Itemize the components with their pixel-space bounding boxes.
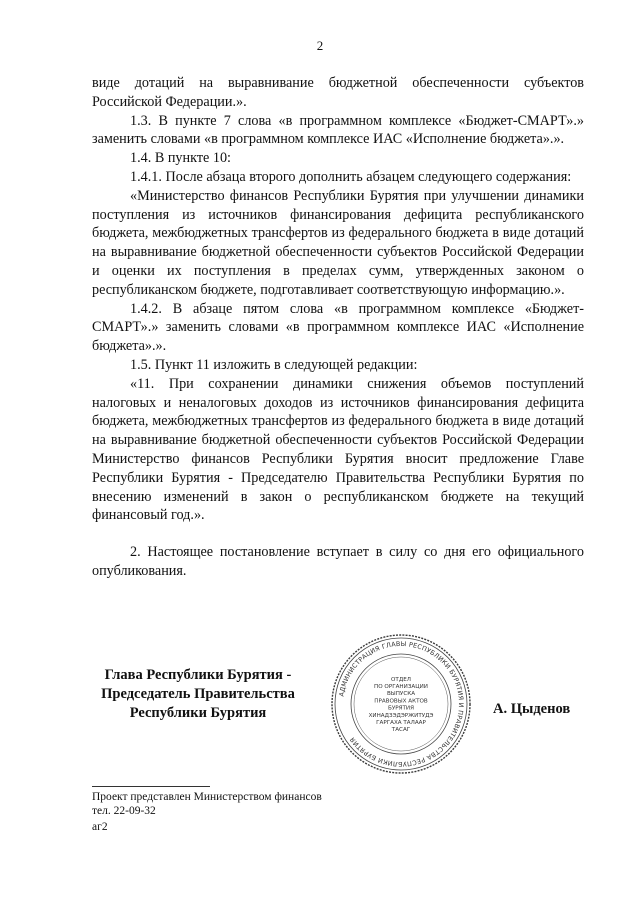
- page-number: 2: [316, 38, 324, 53]
- signatory-title-line: Глава Республики Бурятия -: [104, 667, 292, 683]
- signatory-title-line: Председатель Правительства: [101, 686, 295, 702]
- document-body: [92, 74, 584, 581]
- footer-phone-line: тел. 22-09-32: [92, 805, 156, 817]
- paragraph: «11. При сохранении динамики снижения объемов поступлений налоговых и неналоговых доходов из источников финансирования дефицита бюджета, межбюджетных трансфертов из федерального бюджета в виде дотаций на выравнивание бюджетной обеспеченности субъектов Российской Федерации Министерство финансов Республики Бурятия вносит предложение Главе Республики Бурятия - Председателю Правительства Республики Бурятия по внесению изменений в закон о республиканском бюджете на текущий финансовый год.».: [92, 375, 584, 524]
- seal-center-line: ТАСАГ: [391, 727, 411, 734]
- seal-center-line: ГАРГАХА ТАЛААР: [376, 720, 426, 726]
- signatory-title: [82, 666, 314, 723]
- seal-center-line: ОТДЕЛ: [391, 676, 411, 683]
- svg-text:АДМИНИСТРАЦИЯ ГЛАВЫ РЕСПУБЛИКИ: АДМИНИСТРАЦИЯ ГЛАВЫ РЕСПУБЛИКИ БУРЯТИЯ И ПРАВИТЕЛЬСТВА РЕСПУБЛИКИ БУРЯТИЯ: [337, 639, 466, 769]
- paragraph: 1.5. Пункт 11 изложить в следующей редакции:: [130, 356, 418, 373]
- signer-name: А. Цыденов: [493, 701, 571, 717]
- seal-center-line: ПРАВОВЫХ АКТОВ: [374, 698, 428, 705]
- document-code: аг2: [92, 821, 108, 833]
- footer-note: [92, 790, 322, 818]
- paragraph: виде дотаций на выравнивание бюджетной обеспеченности субъектов Российской Федерации.».: [92, 75, 584, 110]
- official-seal-icon: [330, 633, 472, 775]
- paragraph: 1.4.1. После абзаца второго дополнить абзацем следующего содержания:: [130, 168, 572, 185]
- paragraph: «Министерство финансов Республики Бурятия при улучшении динамики поступления из источников финансирования дефицита республиканского бюджета, межбюджетных трансфертов из федерального бюджета в виде дотаций на выравнивание бюджетной обеспеченности субъектов Российской Федерации и оценки их поступления в пределах сумм, утвержденных законом о республиканском бюджете, подготавливает соответствующую информацию.».: [92, 187, 584, 298]
- paragraph: 1.4.2. В абзаце пятом слова «в программном комплексе «Бюджет-СМАРТ».» заменить словами «в программном комплексе ИАС «Исполнение бюджета».».: [92, 300, 584, 355]
- signatory-title-line: Республики Бурятия: [129, 705, 267, 721]
- paragraph: 1.3. В пункте 7 слова «в программном комплексе «Бюджет-СМАРТ».» заменить словами «в программном комплексе ИАС «Исполнение бюджета».».: [92, 112, 584, 148]
- footer-divider: [92, 786, 210, 787]
- seal-center-line: ХИНАДЗЭДЭРЖИТУДЭ: [368, 712, 434, 719]
- seal-center-line: ПО ОРГАНИЗАЦИИ: [374, 684, 428, 690]
- seal-center-line: ВЫПУСКА: [386, 691, 416, 698]
- seal-center-line: БУРЯТИЯ: [388, 705, 414, 712]
- paragraph: 1.4. В пункте 10:: [130, 150, 231, 167]
- paragraph: 2. Настоящее постановление вступает в силу со дня его официального опубликования.: [92, 544, 584, 579]
- footer-author-line: Проект представлен Министерством финансов: [92, 791, 322, 803]
